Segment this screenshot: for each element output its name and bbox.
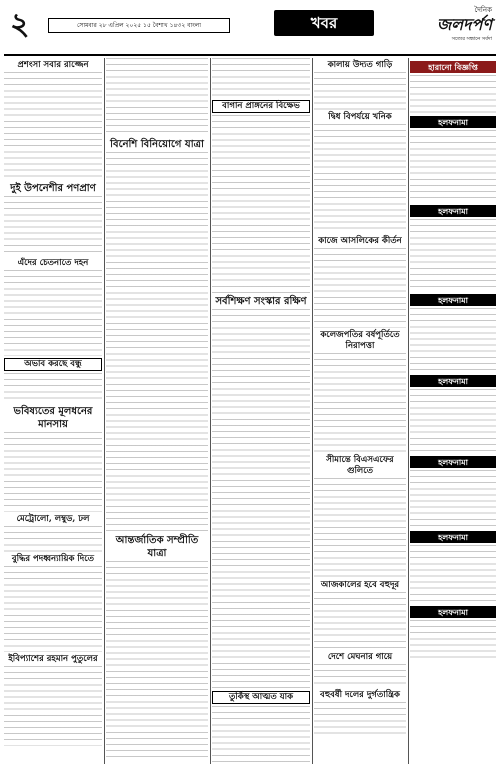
headline: বাগান প্রাঙ্গনের বিক্ষেভ <box>212 100 310 113</box>
affidavit-title: হলফনামা <box>410 606 496 618</box>
headline: প্রশংসা সবার রাজ্জেন <box>17 60 89 70</box>
headline: বুদ্ধির পদধ্বন্যায়িক দিতে <box>11 554 95 564</box>
masthead <box>4 4 496 56</box>
headline: ভবিষ্যতের মূলধনের মানসায় <box>13 406 93 430</box>
affidavit-title: হলফনামা <box>410 531 496 543</box>
headline: সর্বশিক্ষণ সংস্কার রক্ষিণ <box>215 296 307 307</box>
article-text <box>4 432 102 512</box>
headline: কাজে আসলিকের কীর্তন <box>318 236 402 246</box>
column-3 <box>212 58 310 764</box>
notice-text <box>410 389 496 453</box>
headline: তুর্কিস্থ আত্মত যাক <box>212 691 310 704</box>
column-divider <box>312 58 313 764</box>
notice-text <box>410 545 496 603</box>
article-text <box>314 72 406 110</box>
article-text <box>314 664 406 688</box>
headline: মেট্রোলো, লম্বুড, ঢল <box>16 514 90 524</box>
article-text <box>4 666 102 746</box>
newspaper-logo <box>412 6 492 48</box>
logo-tagline: সত্যের সন্ধানে সর্বদা <box>451 36 492 42</box>
affidavit-title: হলফনামা <box>410 294 496 306</box>
section-title: খবর <box>274 10 374 36</box>
notice-text <box>410 130 496 202</box>
article-text <box>212 309 310 689</box>
headline: আজকালের হবে বহুদূর <box>320 580 400 590</box>
affidavit-title: হলফনামা <box>410 375 496 387</box>
notice-text <box>410 308 496 372</box>
notice-text <box>410 219 496 291</box>
article-text <box>4 566 102 652</box>
column-divider <box>104 58 105 764</box>
article-text <box>106 152 208 532</box>
article-text <box>314 478 406 578</box>
article-text <box>4 196 102 256</box>
article-text <box>106 561 208 761</box>
page-number: ২ <box>10 7 30 42</box>
article-text <box>314 248 406 328</box>
column-4 <box>314 58 406 764</box>
affidavit-title: হলফনামা <box>410 205 496 217</box>
column-5 <box>410 58 496 764</box>
article-text <box>314 353 406 453</box>
article-text <box>106 58 208 136</box>
headline: আন্তর্জাতিক সম্প্রীতি যাত্রা <box>115 535 199 559</box>
article-text <box>212 115 310 293</box>
notice-text <box>410 75 496 113</box>
headline: কলেজপতির বর্ষপূর্তিতে নিরাপত্তা <box>320 330 400 351</box>
headline: দুই উপনেশীর পণপ্রাণ <box>10 183 96 194</box>
missing-notice-title: হারানো বিজ্ঞপ্তি <box>410 61 496 73</box>
article-text <box>4 72 102 180</box>
affidavit-title: হলফনামা <box>410 456 496 468</box>
column-divider <box>408 58 409 764</box>
headline: কালায় উদ্যত গাড়ি <box>327 60 393 70</box>
logo-name: জলদর্পণ <box>436 15 492 34</box>
notice-text <box>410 470 496 528</box>
headline: সীমান্তে বিএসএফের গুলিতে <box>326 455 394 476</box>
column-2 <box>106 58 208 764</box>
headline: দ্বিধ বিপৰ্যয়ে খনিক <box>328 112 392 122</box>
headline: বহুবর্ষী দলের দুর্গতান্ত্রিক <box>320 690 400 700</box>
column-1 <box>4 58 102 764</box>
notice-text <box>410 620 496 662</box>
article-text <box>314 124 406 234</box>
headline: ইবিপ্যাশের রহমান পুতুলের <box>8 654 98 664</box>
article-text <box>314 592 406 650</box>
headline: দেশে মেঘনার গায়ে <box>327 652 393 662</box>
article-text <box>4 270 102 356</box>
article-text <box>212 706 310 764</box>
column-divider <box>210 58 211 764</box>
article-text <box>212 58 310 98</box>
headline: অভাব করছে বন্ধু <box>4 358 102 371</box>
dateline: সোমবার ২৮ এপ্রিল ২০২৫ ১৫ বৈশাখ ১৪৩২ বাংলা <box>48 18 230 33</box>
article-text <box>4 526 102 552</box>
article-text <box>314 702 406 736</box>
affidavit-title: হলফনামা <box>410 116 496 128</box>
headline: বিনেশি বিনিয়োগে যাত্রা <box>110 139 204 150</box>
headline: এঁদের চেতনাতে দহন <box>17 258 89 268</box>
logo-prefix: দৈনিক <box>474 6 492 14</box>
columns <box>4 58 496 764</box>
article-text <box>4 373 102 403</box>
